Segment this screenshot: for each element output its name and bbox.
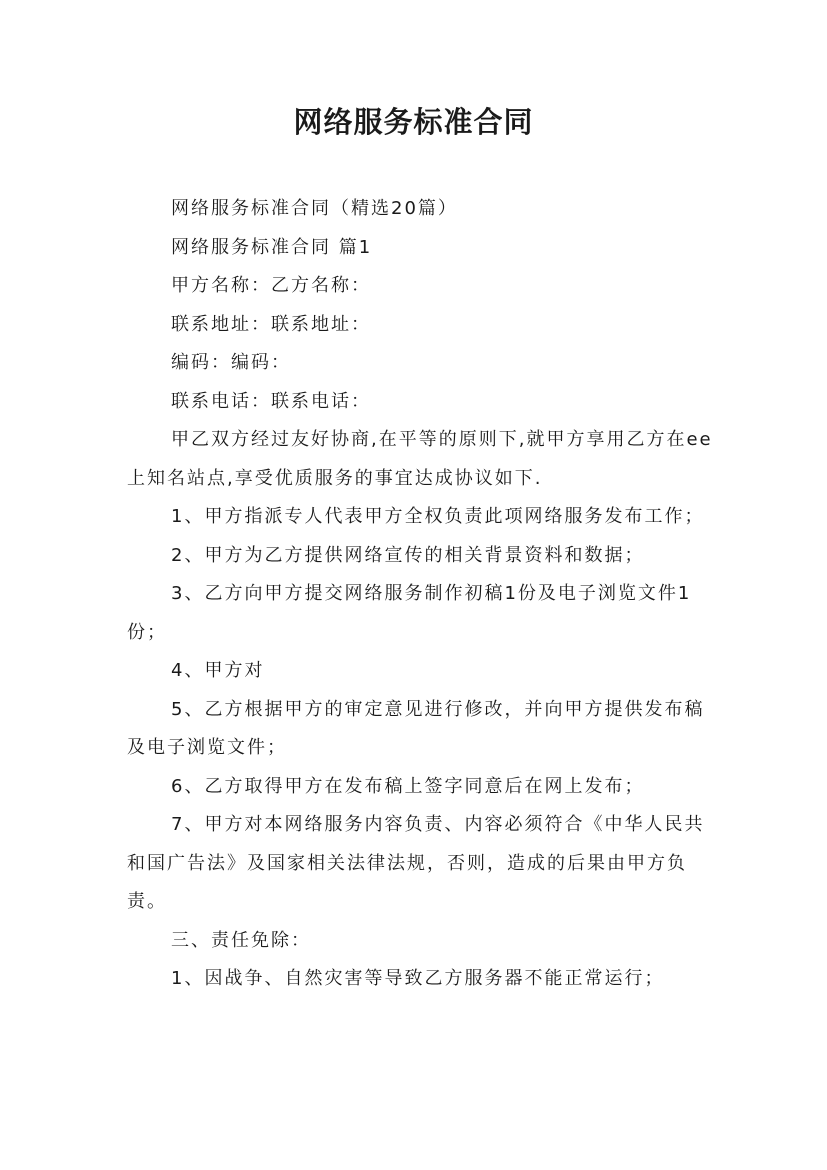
paragraph-clause-7: 7、甲方对本网络服务内容负责、内容必须符合《中华人民共和国广告法》及国家相关法律法规，否则，造成的后果由甲方负责。 xyxy=(127,814,705,912)
paragraph-section-heading: 网络服务标准合同 篇1 xyxy=(171,236,373,258)
paragraph-clause-4: 4、甲方对 xyxy=(171,660,265,681)
paragraph-subtitle: 网络服务标准合同（精选20篇） xyxy=(171,198,458,219)
paragraph-party-phones: 联系电话：联系电话： xyxy=(171,390,371,412)
paragraph-agreement-intro: 甲乙双方经过友好协商,在平等的原则下,就甲方享用乙方在ee上知名站点,享受优质服务的事宜达成协议如下. xyxy=(127,429,713,489)
document-title: 网络服务标准合同 xyxy=(293,105,534,139)
paragraph-party-codes: 编码：编码： xyxy=(171,352,291,373)
paragraph-party-names: 甲方名称：乙方名称： xyxy=(171,275,371,296)
paragraph-liability-1: 1、因战争、自然灾害等导致乙方服务器不能正常运行； xyxy=(171,968,665,989)
paragraph-clause-6: 6、乙方取得甲方在发布稿上签字同意后在网上发布； xyxy=(171,775,645,797)
paragraph-clause-1: 1、甲方指派专人代表甲方全权负责此项网络服务发布工作； xyxy=(171,506,705,527)
paragraph-clause-2: 2、甲方为乙方提供网络宣传的相关背景资料和数据； xyxy=(171,544,645,566)
paragraph-party-addresses: 联系地址：联系地址： xyxy=(171,313,371,335)
paragraph-liability-heading: 三、责任免除： xyxy=(171,929,311,951)
document-body xyxy=(127,190,717,999)
paragraph-clause-3: 3、乙方向甲方提交网络服务制作初稿1份及电子浏览文件1份； xyxy=(127,583,692,643)
paragraph-clause-5: 5、乙方根据甲方的审定意见进行修改，并向甲方提供发布稿及电子浏览文件； xyxy=(127,698,705,758)
